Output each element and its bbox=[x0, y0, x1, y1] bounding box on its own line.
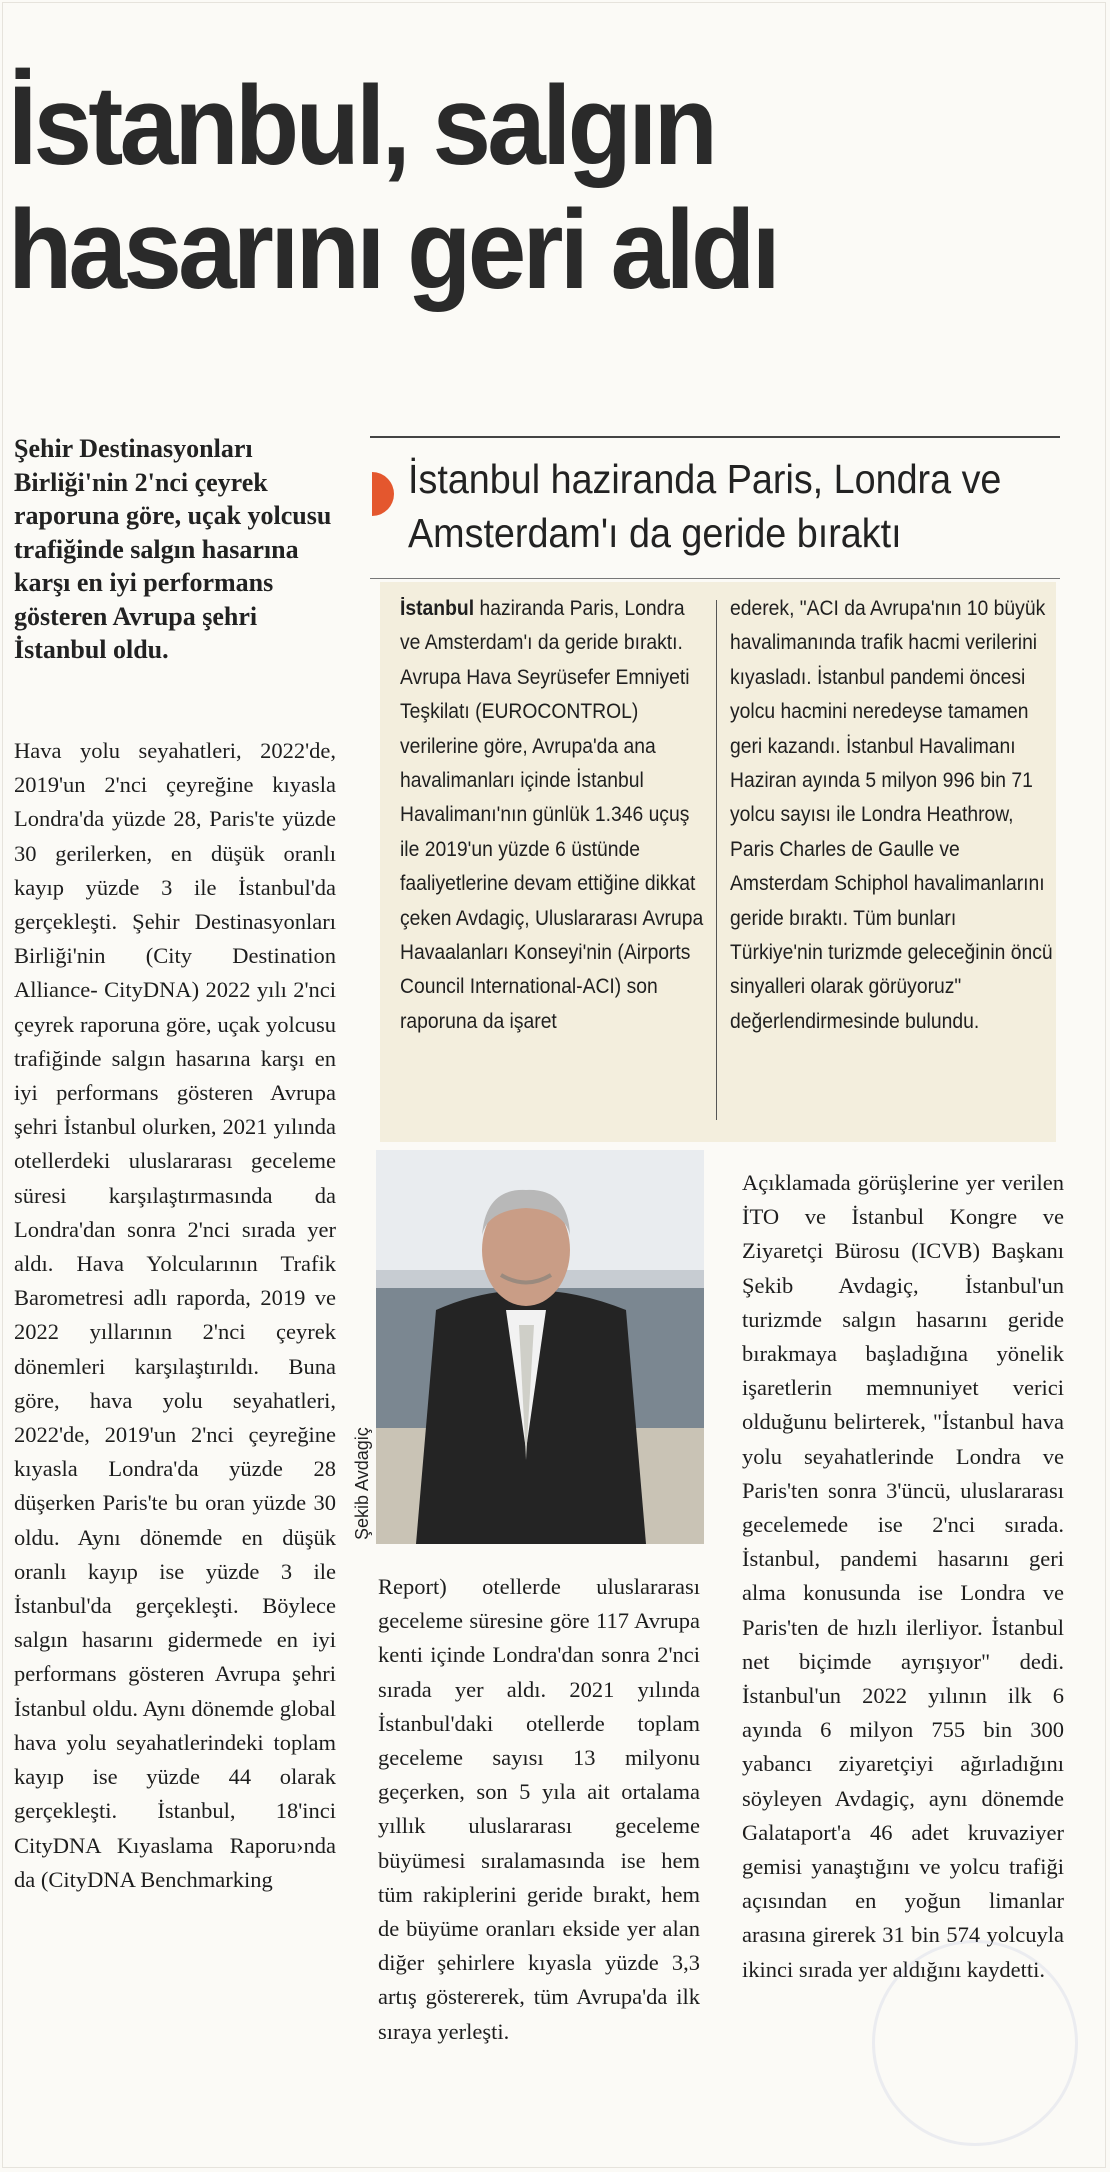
photo-credit: Şekib Avdagiç bbox=[352, 1427, 372, 1540]
body-column-1: Hava yolu seyahatleri, 2022'de, 2019'un 2'nci çeyreğine kıyasla Londra'da yüzde 28, Paris'te yüzde 30 gerilerken, en düşük oranlı kayıp yüzde 3 ile İstanbul'da gerçekleşti. Şehir Destinasyonları Birliği'nin (City Destination Alliance- CityDNA) 2022 yılı 2'nci çeyrek raporuna göre, uçak yolcusu trafiğinde salgın hasarına karşı en iyi performans gösteren Avrupa şehri İstanbul olurken, 2021 yılında otellerdeki uluslararası geceleme süresi karşılaştırmasında da Londra'dan sonra 2'nci sırada yer aldı. Hava Yolcularının Trafik Barometresi adlı raporda, 2019 ve 2022 yıllarının 2'nci çeyrek dönemleri karşılaştırıldı. Buna göre, hava yolu seyahatleri, 2022'de, 2019'un 2'nci çeyreğine kıyasla Londra'da yüzde 28 düşerken Paris'te bu oran yüzde 30 oldu. Aynı dönemde en düşük oranlı kayıp ise yüzde 3 ile İstanbul'da gerçekleşti. Böylece salgın hasarını gidermede en iyi performans gösteren Avrupa şehri İstanbul oldu. Aynı dönemde global hava yolu seyahatlerindeki toplam kayıp ise yüzde 44 olarak gerçekleşti. İstanbul, 18'inci CityDNA Kıyaslama Raporu›nda da (CityDNA Benchmarking bbox=[14, 738, 336, 1892]
sidebar-kicker: İstanbul bbox=[400, 597, 475, 620]
lead-paragraph: Şehir Destinasyonları Birliği'nin 2'nci çeyrek raporuna göre, uçak yolcusu trafiğinde salgın hasarına karşı en iyi performans gösteren Avrupa şehri İstanbul oldu. bbox=[14, 434, 332, 664]
body-column-2: Report) otellerde uluslararası geceleme süresine göre 117 Avrupa kenti içinde Londra'dan sonra 2'nci sırada yer aldı. 2021 yılında İstanbul'daki otellerde toplam geceleme sayısı 13 milyonu geçerken, son 5 yıla ait ortalama yıllık uluslararası geceleme büyümesi sıralamasında ise hem tüm rakiplerini geride bırakt, hem de büyüme oranları ekside yer alan diğer şehirlere kıyasla yüzde 3,3 artış göstererek, tüm Avrupa'da ilk sıraya yerleşti. bbox=[378, 1574, 700, 2044]
subhead-bottom-rule bbox=[370, 578, 1060, 579]
headline: İstanbul, salgın hasarını geri aldı bbox=[8, 63, 778, 312]
sidebar-left-text: haziranda Paris, Londra ve Amsterdam'ı da geride bıraktı. Avrupa Hava Seyrüsefer Emniyeti Teşkilatı (EUROCONTROL) verilerine göre, Avrupa'da ana havalimanları içinde İstanbul Havalimanı'nın günlük 1.346 uçuş ile 2019'un yüzde 6 üstünde faaliyetlerine devam ettiğine dikkat çeken Avdagiç, Uluslararası Avrupa Havaalanları Konseyi'nin (Airports Council International-ACI) son raporuna da işaret bbox=[400, 597, 704, 1033]
sidebar-left-column bbox=[400, 592, 709, 1039]
subhead: İstanbul haziranda Paris, Londra ve Amsterdam'ı da geride bıraktı bbox=[408, 456, 1002, 556]
sidebar-right-column: ederek, "ACI da Avrupa'nın 10 büyük havalimanında trafik hacmi verilerini kıyasladı. İstanbul pandemi öncesi yolcu hacmini neredeyse tamamen geri kazandı. İstanbul Havalimanı Haziran ayında 5 milyon 996 bin 71 yolcu sayısı ile Londra Heathrow, Paris Charles de Gaulle ve Amsterdam Schiphol havalimanlarını geride bıraktı. Tüm bunları Türkiye'nin turizmde geleceğinin öncü sinyalleri olarak görüyoruz" değerlendirmesinde bulundu. bbox=[730, 597, 1053, 1033]
watermark-stamp bbox=[872, 1940, 1078, 2146]
body-column-3: Açıklamada görüşlerine yer verilen İTO ve İstanbul Kongre ve Ziyaretçi Bürosu (ICVB) Başkanı Şekib Avdagiç, İstanbul'un turizmde salgın hasarını geride bırakmaya başladığına yönelik işaretlerin memnuniyet verici olduğunu belirterek, "İstanbul hava yolu seyahatlerinde Londra ve Paris'ten sonra 3'üncü, uluslararası gecelemede ise 2'nci sırada. İstanbul, pandemi hasarını geri alma konusunda ise Londra ve Paris'ten de hızlı ilerliyor. İstanbul net biçimde ayrışıyor" dedi. İstanbul'un 2022 yılının ilk 6 ayında 6 milyon 755 bin 300 yabancı ziyaretçiyi ağırladığını söyleyen Avdagiç, aynı dönemde Galataport'a 46 adet kruvaziyer gemisi yanaştığını ve yolcu trafiği açısından en yoğun limanlar arasına girerek 31 bin 574 yolcuyla ikinci sırada yer aldığını kaydetti. bbox=[742, 1170, 1064, 1982]
portrait-photo bbox=[376, 1150, 704, 1544]
subhead-top-rule bbox=[370, 436, 1060, 438]
sidebar-divider bbox=[716, 600, 717, 1120]
portrait-photo-image bbox=[376, 1150, 704, 1544]
